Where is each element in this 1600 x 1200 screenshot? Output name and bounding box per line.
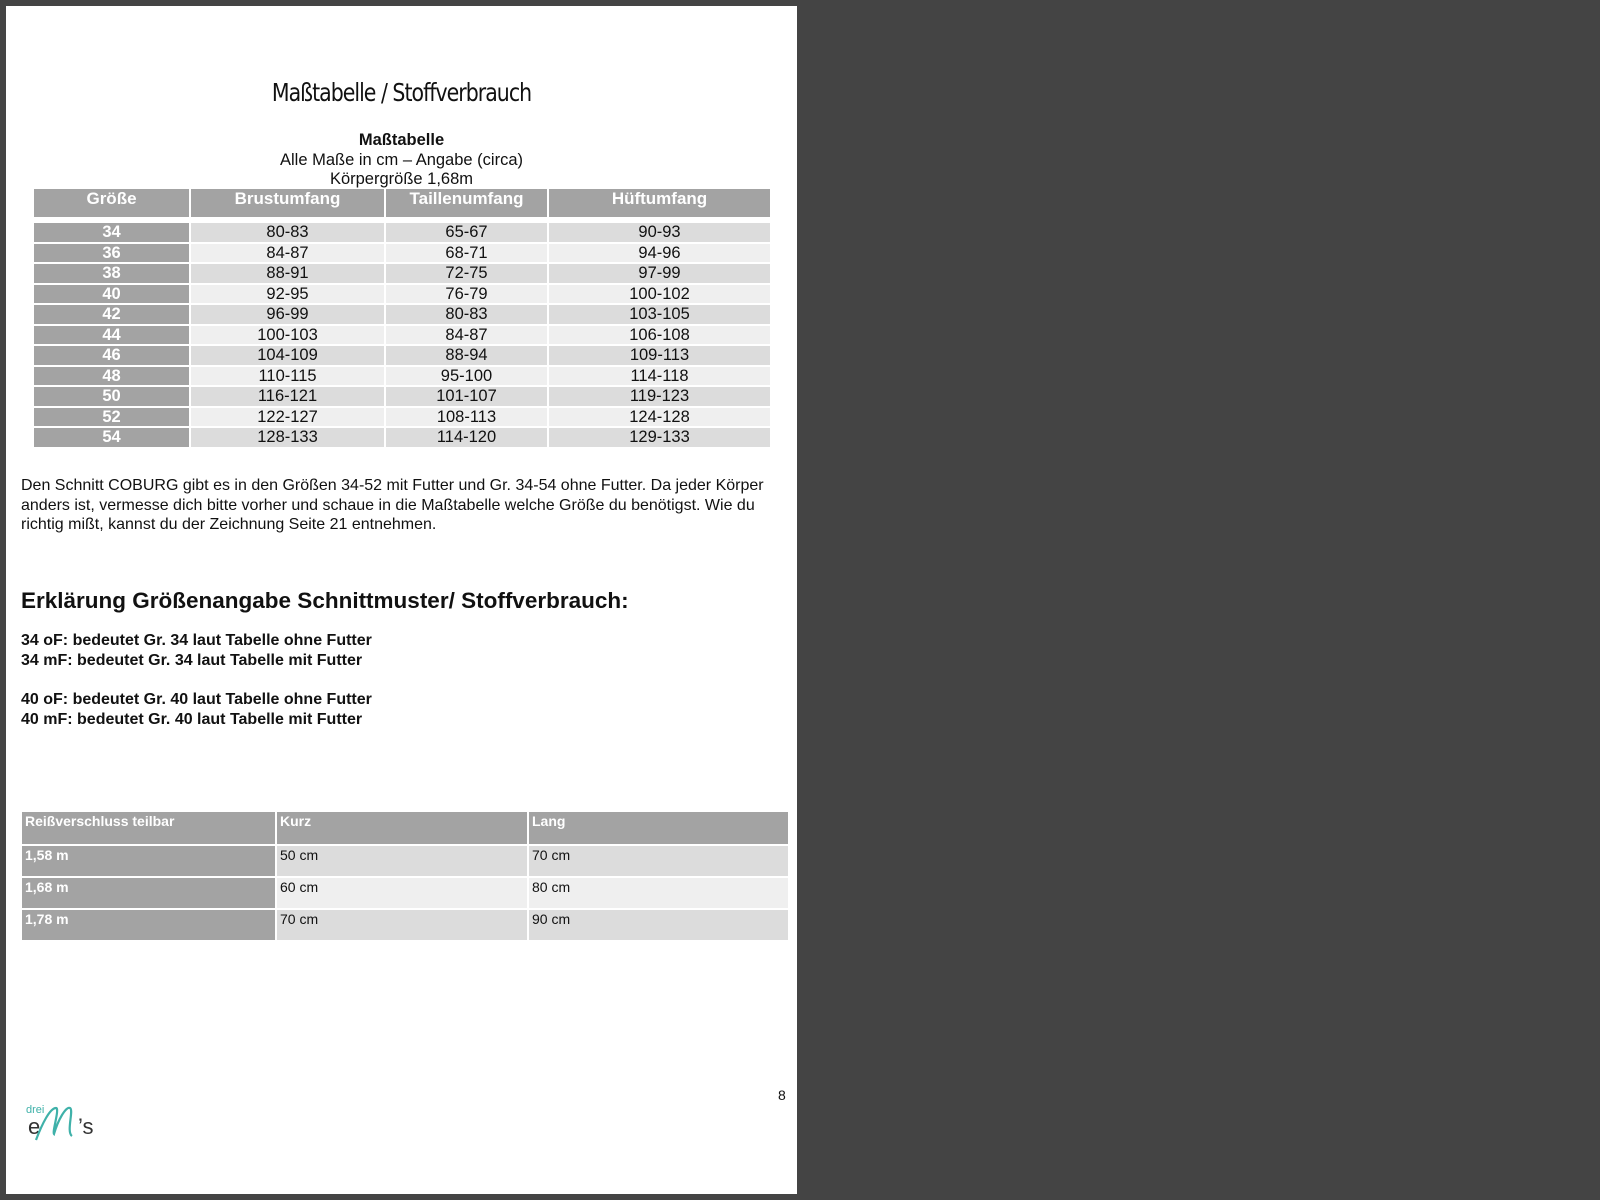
size-table-row	[34, 408, 770, 427]
header-size: Größe	[34, 189, 189, 217]
cell-long: 90 cm	[529, 910, 788, 940]
header-bust: Brustumfang	[191, 189, 384, 217]
size-table-row	[34, 367, 770, 386]
cell-hip: 90-93	[549, 223, 770, 242]
cell-bust: 88-91	[191, 264, 384, 283]
legend-group-40	[21, 690, 372, 729]
header-waist: Taillenumfang	[386, 189, 547, 217]
cell-hip: 103-105	[549, 305, 770, 324]
page-number: 8	[778, 1087, 786, 1103]
cell-waist: 65-67	[386, 223, 547, 242]
zipper-table	[20, 810, 790, 942]
cell-size: 44	[34, 326, 189, 345]
legend-group-34	[21, 631, 372, 670]
size-table-row	[34, 264, 770, 283]
cell-long: 70 cm	[529, 846, 788, 876]
cell-size: 52	[34, 408, 189, 427]
size-table-row	[34, 387, 770, 406]
cell-hip: 100-102	[549, 285, 770, 304]
header-zipper: Reißverschluss teilbar	[22, 812, 275, 844]
cell-size: 38	[34, 264, 189, 283]
size-table-row	[34, 428, 770, 447]
page-title: Maßtabelle / Stoffverbrauch	[271, 78, 532, 107]
header-long: Lang	[529, 812, 788, 844]
cell-waist: 72-75	[386, 264, 547, 283]
cell-size: 42	[34, 305, 189, 324]
zipper-table-row	[22, 910, 788, 940]
legend-line: 40 oF: bedeutet Gr. 40 laut Tabelle ohne Futter	[21, 691, 372, 708]
cell-waist: 101-107	[386, 387, 547, 406]
cell-bust: 84-87	[191, 244, 384, 263]
cell-bust: 128-133	[191, 428, 384, 447]
header-short: Kurz	[277, 812, 527, 844]
legend-line: 34 oF: bedeutet Gr. 34 laut Tabelle ohne Futter	[21, 632, 372, 649]
size-table-row	[34, 223, 770, 242]
legend-line: 34 mF: bedeutet Gr. 34 laut Tabelle mit Futter	[21, 651, 363, 669]
logo-drei: drei	[26, 1104, 45, 1116]
cell-hip: 129-133	[549, 428, 770, 447]
intro-paragraph: Den Schnitt COBURG gibt es in den Größen 34-52 mit Futter und Gr. 34-54 ohne Futter. Da jeder Körper anders ist, vermesse dich bitte vorher und schaue in die Maßtabelle welche Größe du benötigst. Wie du richtig mißt, kannst du der Zeichnung Seite 21 entnehmen.	[21, 477, 764, 533]
table-note: Alle Maße in cm – Angabe (circa)	[279, 151, 523, 169]
logo-e: e	[28, 1114, 41, 1139]
brand-logo	[20, 1104, 100, 1154]
header-hip: Hüftumfang	[549, 189, 770, 217]
cell-waist: 108-113	[386, 408, 547, 427]
cell-short: 60 cm	[277, 878, 527, 908]
cell-size: 50	[34, 387, 189, 406]
cell-waist: 76-79	[386, 285, 547, 304]
cell-size: 48	[34, 367, 189, 386]
cell-hip: 109-113	[549, 346, 770, 365]
body-height-note: Körpergröße 1,68m	[329, 170, 474, 188]
cell-hip: 119-123	[549, 387, 770, 406]
cell-bust: 80-83	[191, 223, 384, 242]
explanation-heading: Erklärung Größenangabe Schnittmuster/ Stoffverbrauch:	[21, 588, 629, 613]
cell-bust: 122-127	[191, 408, 384, 427]
cell-short: 50 cm	[277, 846, 527, 876]
cell-bust: 104-109	[191, 346, 384, 365]
cell-bust: 110-115	[191, 367, 384, 386]
table-heading: Maßtabelle	[358, 131, 445, 149]
document-page	[6, 6, 797, 1194]
cell-bust: 116-121	[191, 387, 384, 406]
logo-s: ’s	[78, 1114, 94, 1139]
cell-hip: 97-99	[549, 264, 770, 283]
size-table-row	[34, 326, 770, 345]
logo-m-swirl-icon	[32, 1102, 82, 1144]
cell-bust: 92-95	[191, 285, 384, 304]
size-table-row	[34, 244, 770, 263]
cell-short: 70 cm	[277, 910, 527, 940]
size-table-row	[34, 285, 770, 304]
size-table	[32, 187, 772, 449]
cell-body-height: 1,68 m	[22, 878, 275, 908]
zipper-table-row	[22, 878, 788, 908]
cell-body-height: 1,58 m	[22, 846, 275, 876]
cell-size: 34	[34, 223, 189, 242]
cell-size: 40	[34, 285, 189, 304]
cell-size: 36	[34, 244, 189, 263]
cell-waist: 114-120	[386, 428, 547, 447]
cell-size: 46	[34, 346, 189, 365]
size-table-header	[34, 189, 770, 217]
cell-long: 80 cm	[529, 878, 788, 908]
cell-waist: 88-94	[386, 346, 547, 365]
cell-waist: 80-83	[386, 305, 547, 324]
cell-waist: 95-100	[386, 367, 547, 386]
size-table-row	[34, 346, 770, 365]
cell-hip: 106-108	[549, 326, 770, 345]
cell-bust: 96-99	[191, 305, 384, 324]
cell-hip: 124-128	[549, 408, 770, 427]
cell-waist: 68-71	[386, 244, 547, 263]
zipper-table-row	[22, 846, 788, 876]
cell-hip: 114-118	[549, 367, 770, 386]
cell-size: 54	[34, 428, 189, 447]
legend-line: 40 mF: bedeutet Gr. 40 laut Tabelle mit Futter	[21, 710, 363, 728]
cell-waist: 84-87	[386, 326, 547, 345]
zipper-table-header	[22, 812, 788, 844]
cell-hip: 94-96	[549, 244, 770, 263]
cell-bust: 100-103	[191, 326, 384, 345]
cell-body-height: 1,78 m	[22, 910, 275, 940]
size-table-row	[34, 305, 770, 324]
